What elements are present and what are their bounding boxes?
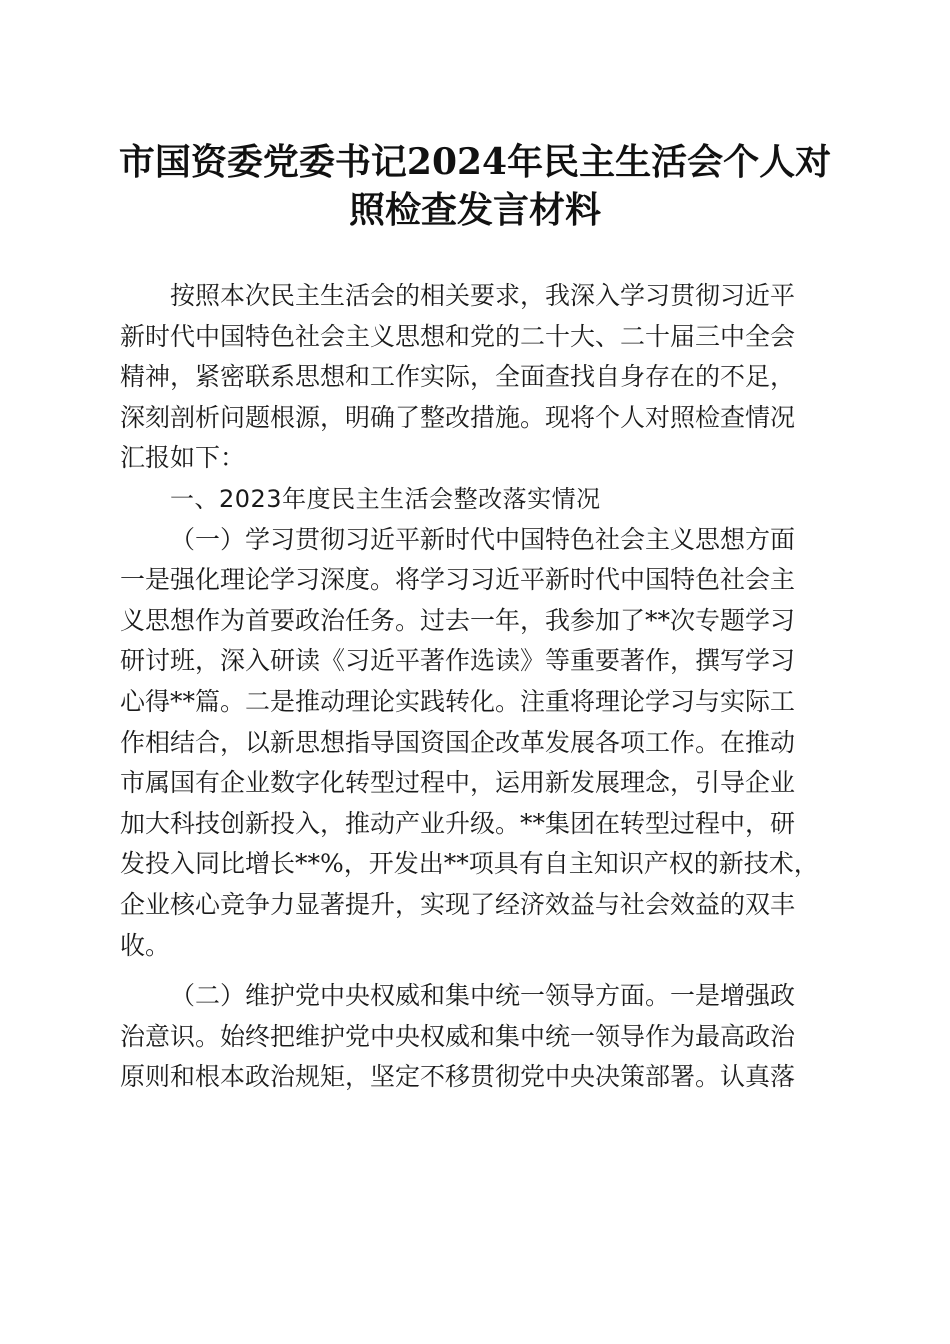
text-line: （一）学习贯彻习近平新时代中国特色社会主义思想方面 — [170, 524, 796, 554]
text-line: 市属国有企业数字化转型过程中，运用新发展理念，引导企业 — [120, 768, 796, 798]
intro-paragraph — [120, 276, 838, 479]
text-line: 加大科技创新投入，推动产业升级。**集团在转型过程中，研 — [120, 808, 796, 838]
text-line: 作相结合，以新思想指导国资国企改革发展各项工作。在推动 — [120, 727, 796, 757]
section-heading: 一、2023年度民主生活会整改落实情况 — [170, 484, 601, 513]
text-line: 义思想作为首要政治任务。过去一年，我参加了**次专题学习 — [120, 605, 796, 635]
text-line: 原则和根本政治规矩，坚定不移贯彻党中央决策部署。认真落 — [120, 1062, 796, 1092]
subsection-2-paragraph — [120, 976, 838, 1098]
text-line: 深刻剖析问题根源，明确了整改措施。现将个人对照检查情况 — [120, 402, 796, 432]
title-line-2: 照检查发言材料 — [348, 189, 601, 231]
text-line: 汇报如下： — [120, 443, 246, 473]
text-line: 研讨班，深入研读《习近平著作选读》等重要著作，撰写学习 — [120, 646, 796, 676]
document-title — [100, 138, 850, 234]
text-line: 发投入同比增长**%，开发出**项具有自主知识产权的新技术， — [120, 849, 819, 879]
paragraph-gap — [120, 966, 838, 976]
text-line: 新时代中国特色社会主义思想和党的二十大、二十届三中全会 — [120, 321, 796, 351]
text-line: 治意识。始终把维护党中央权威和集中统一领导作为最高政治 — [120, 1021, 796, 1051]
text-line: 精神，紧密联系思想和工作实际，全面查找自身存在的不足， — [120, 362, 796, 392]
text-line: 心得**篇。二是推动理论实践转化。注重将理论学习与实际工 — [120, 686, 796, 716]
text-line: 企业核心竞争力显著提升，实现了经济效益与社会效益的双丰 — [120, 889, 796, 919]
document-body — [120, 276, 838, 1098]
title-line-1: 市国资委党委书记2024年民主生活会个人对 — [118, 141, 832, 183]
subsection-1-paragraph — [120, 520, 838, 967]
text-line: 一是强化理论学习深度。将学习习近平新时代中国特色社会主 — [120, 565, 796, 595]
text-line: 收。 — [120, 930, 171, 960]
text-line: 按照本次民主生活会的相关要求，我深入学习贯彻习近平 — [170, 281, 796, 310]
text-line: （二）维护党中央权威和集中统一领导方面。一是增强政 — [170, 981, 796, 1011]
